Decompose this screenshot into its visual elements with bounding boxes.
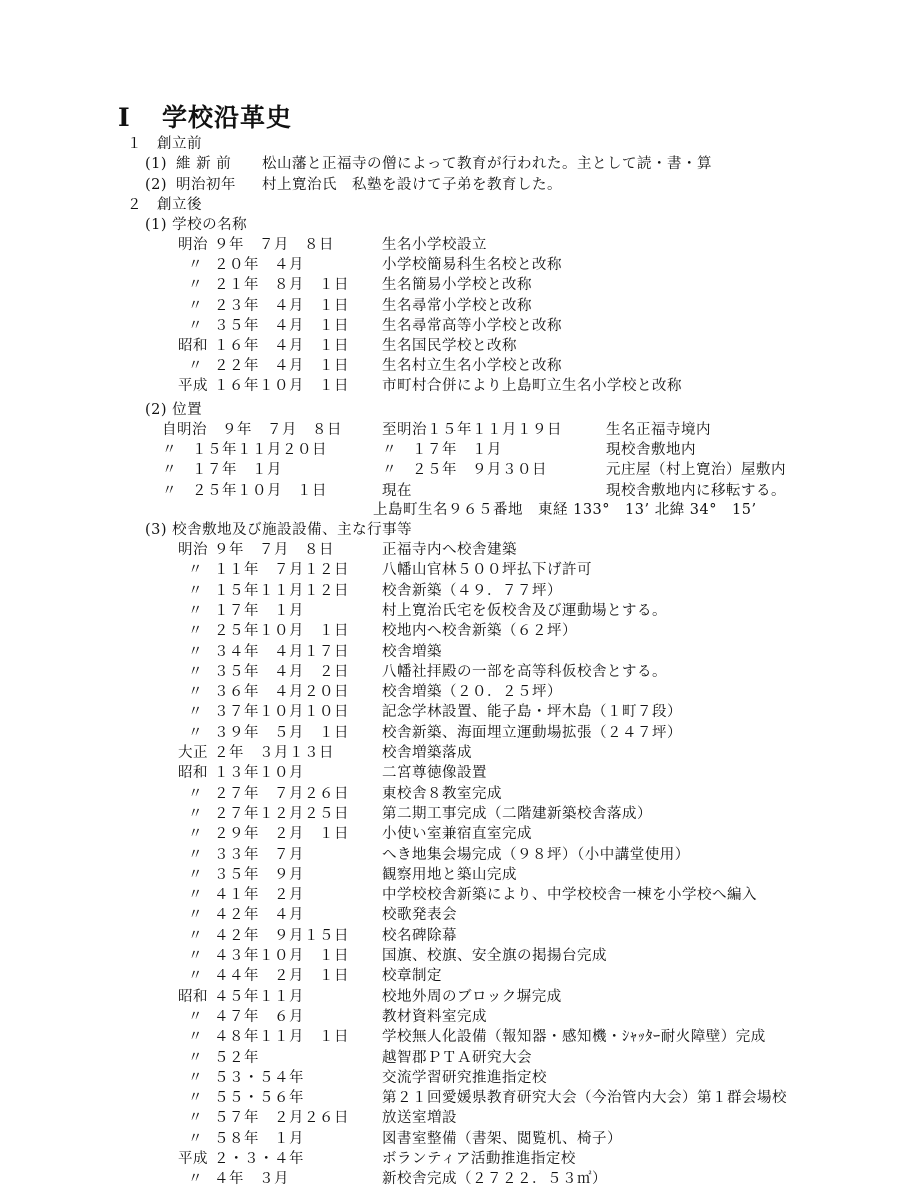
title-number: I xyxy=(118,103,131,132)
row-event: 小使い室兼宿直室完成 xyxy=(382,826,532,843)
row-from: 〃 １７年 １月 xyxy=(162,462,282,479)
row-event: 八幡社拝殿の一部を高等科仮校舎とする。 xyxy=(382,663,667,680)
row-event: 新校舎完成（２７２２．５３㎡） xyxy=(382,1171,607,1188)
subsection-heading: (2) 位置 xyxy=(145,402,203,418)
row-era: 〃 xyxy=(188,1008,203,1025)
row-place: 生名正福寺境内 xyxy=(606,422,711,438)
row-event: 教材資料室完成 xyxy=(382,1008,487,1025)
row-place: 現校舎敷地内に移転する。 xyxy=(606,482,786,499)
row-date: ４１年 ２月 xyxy=(214,887,304,904)
row-era: 〃 xyxy=(188,826,203,843)
row-era: 〃 xyxy=(188,907,203,924)
row-to: 至明治１５年１１月１９日 xyxy=(382,422,562,438)
row-date: ２１年 ８月 １日 xyxy=(214,277,349,294)
row-era: 明治 xyxy=(178,237,208,253)
row-era: 〃 xyxy=(188,866,203,883)
row-date: ２５年１０月 １日 xyxy=(214,623,349,640)
row-era: 大正 xyxy=(178,745,208,761)
item-number: (1) xyxy=(145,156,168,172)
row-date: ３５年 ９月 xyxy=(214,866,304,883)
row-event: 校地内へ校舎新築（６２坪） xyxy=(382,623,577,640)
row-era: 〃 xyxy=(188,846,203,863)
row-date: ９年 ７月 ８日 xyxy=(214,542,334,558)
row-event: 生名尋常小学校と改称 xyxy=(382,297,532,314)
row-era: 〃 xyxy=(188,582,203,599)
row-era: 〃 xyxy=(188,623,203,640)
row-event: 校舎増築 xyxy=(382,643,442,660)
row-date: ４８年１１月 １日 xyxy=(214,1029,349,1046)
row-date: ２３年 ４月 １日 xyxy=(214,297,349,314)
row-era: 昭和 xyxy=(178,765,208,782)
row-place: 現校舎敷地内 xyxy=(606,442,696,459)
row-event: 生名村立生名小学校と改称 xyxy=(382,358,562,375)
row-event: 第２１回愛媛県教育研究大会（今治管内大会）第１群会場校 xyxy=(382,1090,787,1107)
row-date: ４年 ３月 xyxy=(214,1171,289,1188)
row-date: ５７年 ２月２６日 xyxy=(214,1110,349,1127)
subsection-heading: (1) 学校の名称 xyxy=(145,217,248,233)
row-to: 〃 １７年 １月 xyxy=(382,442,502,459)
section-1-heading: １ 創立前 xyxy=(127,136,202,152)
row-event: へき地集会場完成（９８坪）（小中講堂使用） xyxy=(382,846,690,863)
row-era: 〃 xyxy=(188,257,203,274)
row-date: ３５年 ４月 １日 xyxy=(214,317,349,334)
row-era: 〃 xyxy=(188,968,203,985)
row-date: ４５年１１月 xyxy=(214,988,304,1005)
row-era: 〃 xyxy=(188,297,203,314)
row-date: ５８年 １月 xyxy=(214,1130,304,1147)
row-era: 〃 xyxy=(188,317,203,334)
row-event: 生名尋常高等小学校と改称 xyxy=(382,317,562,334)
row-date: ５２年 xyxy=(214,1049,259,1066)
row-date: １６年 ４月 １日 xyxy=(214,338,349,354)
row-event: 中学校校舎新築により、中学校校舎一棟を小学校へ編入 xyxy=(382,887,757,904)
row-era: 〃 xyxy=(188,358,203,375)
row-from: 〃 １５年１１月２０日 xyxy=(162,442,327,459)
row-event: 校舎増築落成 xyxy=(382,745,472,761)
row-event: 校舎新築（４９．７７坪） xyxy=(382,582,562,599)
row-date: ４２年 ４月 xyxy=(214,907,304,924)
row-era: 平成 xyxy=(178,1151,208,1167)
row-era: 〃 xyxy=(188,948,203,964)
row-date: １５年１１月１２日 xyxy=(214,582,349,599)
row-event: 図書室整備（書架、閲覧机、椅子） xyxy=(382,1130,622,1147)
row-event: 交流学習研究推進指定校 xyxy=(382,1069,547,1086)
row-date: ４４年 ２月 １日 xyxy=(214,968,349,985)
row-date: ３３年 ７月 xyxy=(214,846,304,863)
row-date: ２７年１２月２５日 xyxy=(214,805,349,822)
row-event: 校名碑除幕 xyxy=(382,927,457,944)
row-event: 二宮尊徳像設置 xyxy=(382,765,487,782)
row-event: 市町村合併により上島町立生名小学校と改称 xyxy=(382,378,682,395)
row-from: 自明治 ９年 ７月 ８日 xyxy=(162,422,342,438)
row-event: ボランティア活動推進指定校 xyxy=(382,1151,576,1167)
row-event: 東校舎８教室完成 xyxy=(382,785,502,802)
row-date: １６年１０月 １日 xyxy=(214,378,349,395)
row-event: 校舎増築（２０．２５坪） xyxy=(382,684,562,701)
row-era: 〃 xyxy=(188,887,203,904)
row-date: ２年 ３月１３日 xyxy=(214,745,334,761)
row-date: ２２年 ４月 １日 xyxy=(214,358,349,375)
row-from: 〃 ２５年１０月 １日 xyxy=(162,482,327,499)
row-era: 〃 xyxy=(188,1171,203,1188)
row-era: 〃 xyxy=(188,602,203,619)
row-date: ９年 ７月 ８日 xyxy=(214,237,334,253)
row-event: 学校無人化設備（報知器・感知機・ｼｬｯﾀｰ耐火障壁）完成 xyxy=(382,1029,766,1046)
row-event: 校舎新築、海面埋立運動場拡張（２４７坪） xyxy=(382,724,682,741)
row-event: 小学校簡易科生名校と改称 xyxy=(382,257,562,274)
address-line: 上島町生名９６５番地 東経 133° 13’ 北緯 34° 15’ xyxy=(373,502,757,518)
item-text: 村上寛治氏 私塾を設けて子弟を教育した。 xyxy=(262,177,562,193)
item-number: (2) xyxy=(145,177,168,193)
row-date: ４３年１０月 １日 xyxy=(214,948,349,964)
row-date: １３年１０月 xyxy=(214,765,304,782)
row-era: 〃 xyxy=(188,562,203,579)
row-era: 昭和 xyxy=(178,338,208,354)
row-era: 〃 xyxy=(188,785,203,802)
row-date: ２７年 ７月２６日 xyxy=(214,785,349,802)
row-era: 〃 xyxy=(188,927,203,944)
row-date: ２・３・４年 xyxy=(214,1151,304,1167)
row-date: ２９年 ２月 １日 xyxy=(214,826,349,843)
item-label: 維 新 前 xyxy=(176,156,232,172)
row-date: ４２年 ９月１５日 xyxy=(214,927,349,944)
section-2-heading: ２ 創立後 xyxy=(127,197,202,213)
row-event: 観察用地と築山完成 xyxy=(382,866,517,883)
row-event: 生名簡易小学校と改称 xyxy=(382,277,532,294)
row-era: 平成 xyxy=(178,378,208,395)
row-date: ３５年 ４月 ２日 xyxy=(214,663,349,680)
row-event: 越智郡ＰＴＡ研究大会 xyxy=(382,1049,532,1066)
row-event: 生名小学校設立 xyxy=(382,237,487,253)
row-date: ５３・５４年 xyxy=(214,1069,304,1086)
row-era: 〃 xyxy=(188,663,203,680)
row-event: 八幡山官林５００坪払下げ許可 xyxy=(382,562,592,579)
title-text: 学校沿革史 xyxy=(162,103,293,132)
row-era: 明治 xyxy=(178,542,208,558)
row-place: 元庄屋（村上寛治）屋敷内 xyxy=(606,462,786,479)
item-text: 松山藩と正福寺の僧によって教育が行われた。主として読・書・算 xyxy=(262,156,712,172)
row-date: ３９年 ５月 １日 xyxy=(214,724,349,741)
row-event: 校地外周のブロック塀完成 xyxy=(382,988,562,1005)
row-event: 生名国民学校と改称 xyxy=(382,338,517,354)
row-date: ４７年 ６月 xyxy=(214,1008,304,1025)
row-era: 〃 xyxy=(188,724,203,741)
row-date: ２０年 ４月 xyxy=(214,257,304,274)
row-era: 〃 xyxy=(188,1029,203,1046)
row-era: 〃 xyxy=(188,1090,203,1107)
row-event: 記念学林設置、能子島・坪木島（１町７段） xyxy=(382,704,682,721)
row-era: 〃 xyxy=(188,1069,203,1086)
row-event: 国旗、校旗、安全旗の掲揚台完成 xyxy=(382,948,607,964)
row-date: １１年 ７月１２日 xyxy=(214,562,349,579)
row-date: ５５・５６年 xyxy=(214,1090,304,1107)
row-event: 村上寛治氏宅を仮校舎及び運動場とする。 xyxy=(382,602,667,619)
row-event: 放送室増設 xyxy=(382,1110,457,1127)
row-event: 校章制定 xyxy=(382,968,442,985)
row-date: ３６年 ４月２０日 xyxy=(214,684,349,701)
subsection-heading: (3) 校舎敷地及び施設設備、主な行事等 xyxy=(145,522,413,538)
row-era: 〃 xyxy=(188,805,203,822)
row-era: 〃 xyxy=(188,1130,203,1147)
row-to: 〃 ２５年 ９月３０日 xyxy=(382,462,547,479)
row-era: 〃 xyxy=(188,1110,203,1127)
row-to: 現在 xyxy=(382,482,412,499)
row-era: 〃 xyxy=(188,643,203,660)
page-title xyxy=(118,98,292,134)
item-label: 明治初年 xyxy=(176,177,236,193)
row-event: 正福寺内へ校舎建築 xyxy=(382,542,517,558)
row-era: 〃 xyxy=(188,277,203,294)
row-event: 第二期工事完成（二階建新築校舎落成） xyxy=(382,805,652,822)
row-era: 〃 xyxy=(188,1049,203,1066)
row-date: １７年 １月 xyxy=(214,602,304,619)
row-era: 昭和 xyxy=(178,988,208,1005)
row-event: 校歌発表会 xyxy=(382,907,457,924)
row-date: ３４年 ４月１７日 xyxy=(214,643,349,660)
row-era: 〃 xyxy=(188,684,203,701)
row-date: ３７年１０月１０日 xyxy=(214,704,349,721)
row-era: 〃 xyxy=(188,704,203,721)
